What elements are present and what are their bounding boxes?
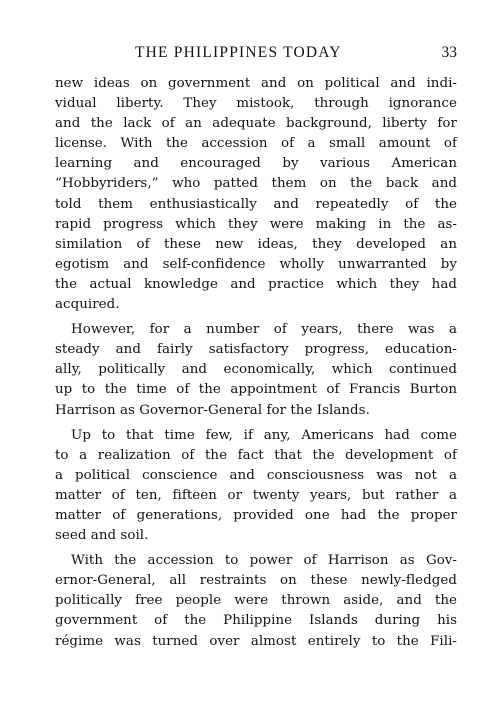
running-header-title: THE PHILIPPINES TODAY bbox=[135, 44, 342, 61]
text-line: matter of ten, fifteen or twenty years, but rather a bbox=[55, 487, 457, 503]
paragraph-2 bbox=[55, 320, 457, 420]
running-header bbox=[55, 44, 457, 70]
paragraph-1 bbox=[55, 74, 457, 315]
text-line: régime was turned over almost entirely to the Fili- bbox=[55, 633, 457, 649]
book-page bbox=[55, 44, 457, 652]
text-line: However, for a number of years, there was a bbox=[71, 322, 457, 338]
text-line: up to the time of the appointment of Francis Burton bbox=[55, 382, 457, 398]
text-line: seed and soil. bbox=[55, 528, 149, 544]
text-line: and the lack of an adequate background, liberty for bbox=[55, 116, 457, 132]
text-line: a political conscience and consciousness was not a bbox=[55, 467, 457, 483]
text-line: matter of generations, provided one had the proper bbox=[55, 507, 457, 523]
text-line: to a realization of the fact that the development of bbox=[55, 447, 457, 463]
text-line: government of the Philippine Islands during his bbox=[55, 613, 457, 629]
text-line: Up to that time few, if any, Americans had come bbox=[71, 427, 457, 443]
body-text bbox=[55, 74, 457, 652]
text-line: license. With the accession of a small amount of bbox=[55, 136, 457, 152]
text-line: new ideas on government and on political and indi- bbox=[55, 76, 457, 91]
text-line: “Hobbyriders,” who patted them on the back and bbox=[55, 176, 457, 192]
text-line: learning and encouraged by various American bbox=[55, 156, 457, 172]
text-line: rapid progress which they were making in the as- bbox=[55, 216, 457, 232]
text-line: egotism and self-confidence wholly unwarranted by bbox=[55, 256, 457, 272]
text-line: politically free people were thrown aside, and the bbox=[55, 593, 457, 609]
text-line: ernor-General, all restraints on these newly-fledged bbox=[55, 573, 457, 589]
paragraph-3 bbox=[55, 426, 457, 547]
text-line: ally, politically and economically, which continued bbox=[55, 362, 457, 378]
text-line: With the accession to power of Harrison as Gov- bbox=[71, 553, 457, 569]
text-line: acquired. bbox=[55, 297, 120, 313]
text-line: steady and fairly satisfactory progress, education- bbox=[55, 342, 457, 358]
text-line: Harrison as Governor-General for the Islands. bbox=[55, 402, 370, 418]
text-line: similation of these new ideas, they developed an bbox=[55, 236, 457, 252]
page-number: 33 bbox=[441, 44, 457, 61]
text-line: told them enthusiastically and repeatedly of the bbox=[55, 196, 457, 212]
paragraph-4 bbox=[55, 551, 457, 651]
text-line: vidual liberty. They mistook, through ignorance bbox=[55, 96, 457, 112]
text-line: the actual knowledge and practice which they had bbox=[55, 276, 457, 292]
